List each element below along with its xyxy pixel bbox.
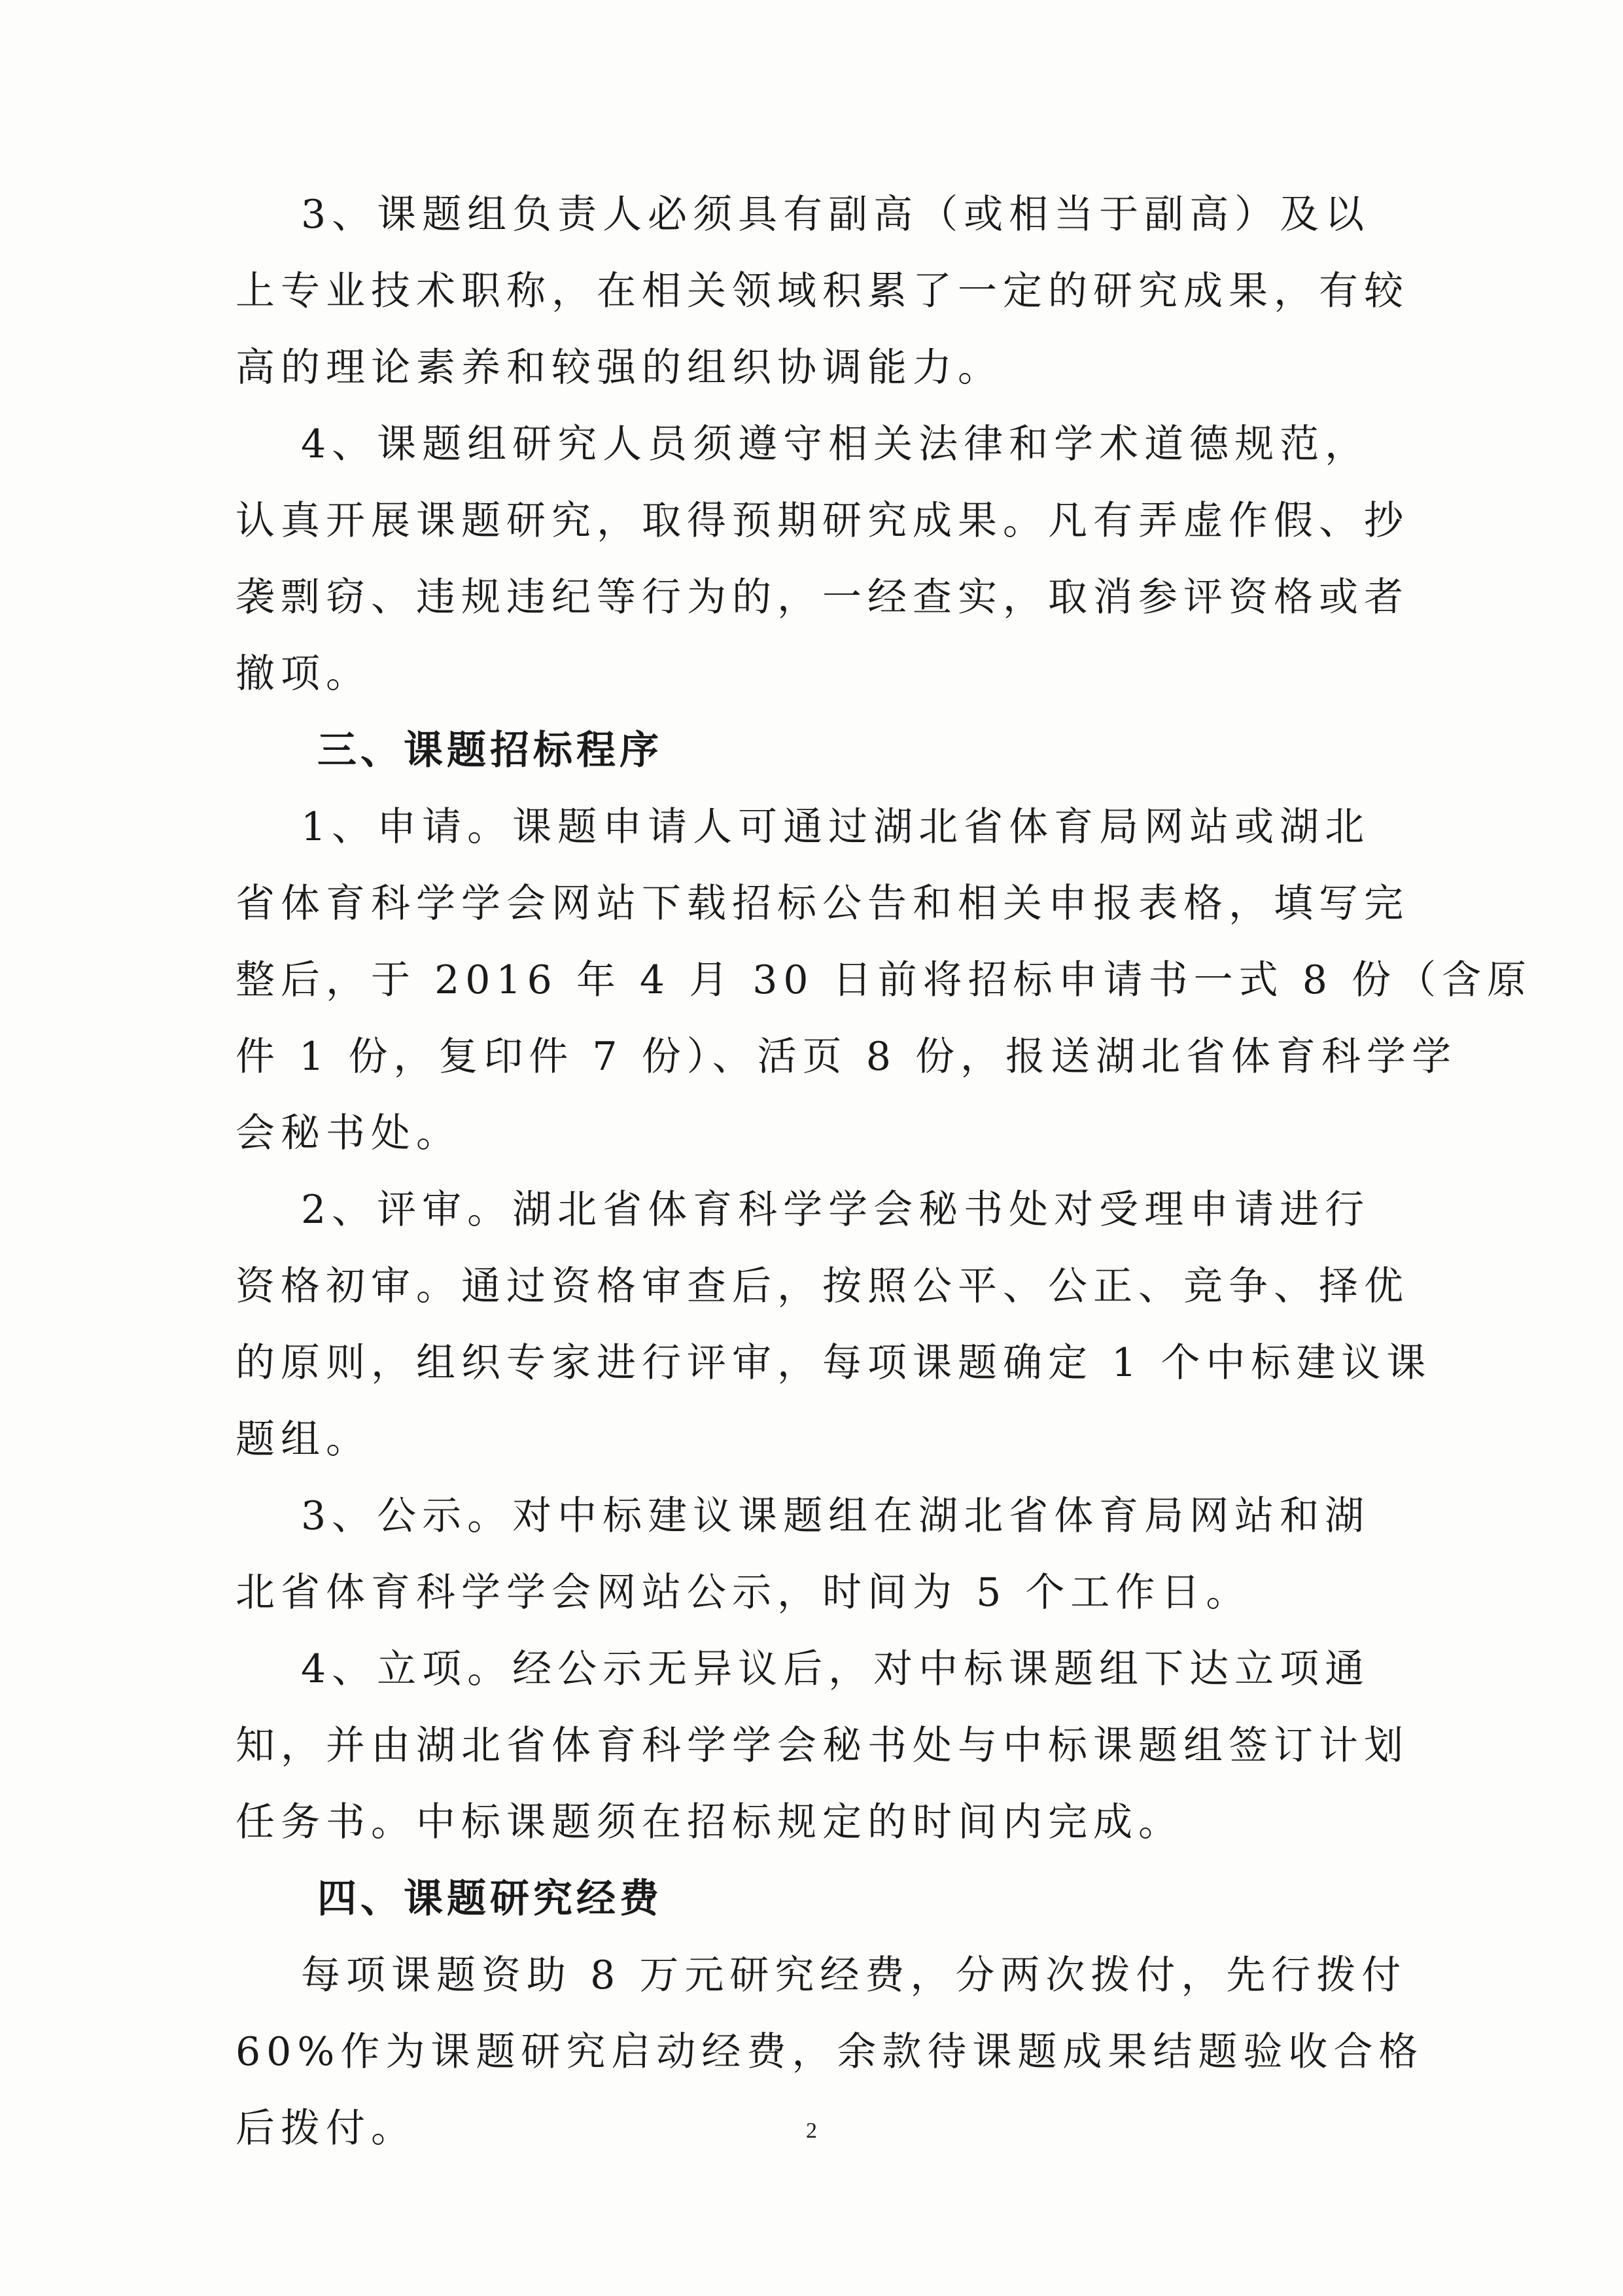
text-line: 2、评审。湖北省体育科学学会秘书处对受理申请进行 <box>301 1187 1370 1233</box>
text-line: 会秘书处。 <box>236 1110 461 1156</box>
text-line: 撤项。 <box>236 651 371 697</box>
paragraph-requirement-3 <box>236 177 1409 406</box>
text-line: 60%作为课题研究启动经费，余款待课题成果结题验收合格 <box>236 2029 1424 2075</box>
text-line: 3、公示。对中标建议课题组在湖北省体育局网站和湖 <box>301 1493 1370 1539</box>
paragraph-review <box>236 1172 1432 1478</box>
text-line: 的原则，组织专家进行评审，每项课题确定 1 个中标建议课 <box>236 1340 1432 1386</box>
text-line: 资格初审。通过资格审查后，按照公平、公正、竞争、择优 <box>236 1263 1409 1309</box>
paragraph-application <box>236 789 1532 1172</box>
text-line: 件 1 份，复印件 7 份）、活页 8 份，报送湖北省体育科学学 <box>236 1034 1457 1080</box>
text-line: 题组。 <box>236 1417 371 1462</box>
paragraph-approval <box>236 1631 1409 1861</box>
text-line: 袭剽窃、违规违纪等行为的，一经查实，取消参评资格或者 <box>236 574 1409 620</box>
text-line: 认真开展课题研究，取得预期研究成果。凡有弄虚作假、抄 <box>236 498 1409 544</box>
section-heading-bidding-procedure: 三、课题招标程序 <box>317 728 663 773</box>
section-heading-research-funding: 四、课题研究经费 <box>317 1876 663 1922</box>
paragraph-requirement-4 <box>236 406 1409 713</box>
text-line: 1、申请。课题申请人可通过湖北省体育局网站或湖北 <box>301 804 1370 850</box>
text-line: 4、立项。经公示无异议后，对中标课题组下达立项通 <box>301 1646 1370 1692</box>
document-body <box>236 177 1532 2167</box>
text-line: 每项课题资助 8 万元研究经费，分两次拨付，先行拨付 <box>301 1952 1407 1998</box>
paragraph-publicity <box>236 1478 1387 1631</box>
text-line: 后拨付。 <box>236 2106 416 2151</box>
text-line: 整后，于 2016 年 4 月 30 日前将招标申请书一式 8 份（含原 <box>236 957 1532 1003</box>
text-line: 北省体育科学学会网站公示，时间为 5 个工作日。 <box>236 1570 1251 1616</box>
text-line: 省体育科学学会网站下载招标公告和相关申报表格，填写完 <box>236 881 1409 927</box>
text-line: 3、课题组负责人必须具有副高（或相当于副高）及以 <box>301 192 1370 238</box>
page-number: 2 <box>806 2119 817 2143</box>
text-line: 上专业技术职称，在相关领域积累了一定的研究成果，有较 <box>236 268 1409 314</box>
text-line: 4、课题组研究人员须遵守相关法律和学术道德规范， <box>301 421 1370 467</box>
text-line: 任务书。中标课题须在招标规定的时间内完成。 <box>236 1799 1183 1845</box>
text-line: 知，并由湖北省体育科学学会秘书处与中标课题组签订计划 <box>236 1723 1409 1769</box>
text-line: 高的理论素养和较强的组织协调能力。 <box>236 345 1003 391</box>
